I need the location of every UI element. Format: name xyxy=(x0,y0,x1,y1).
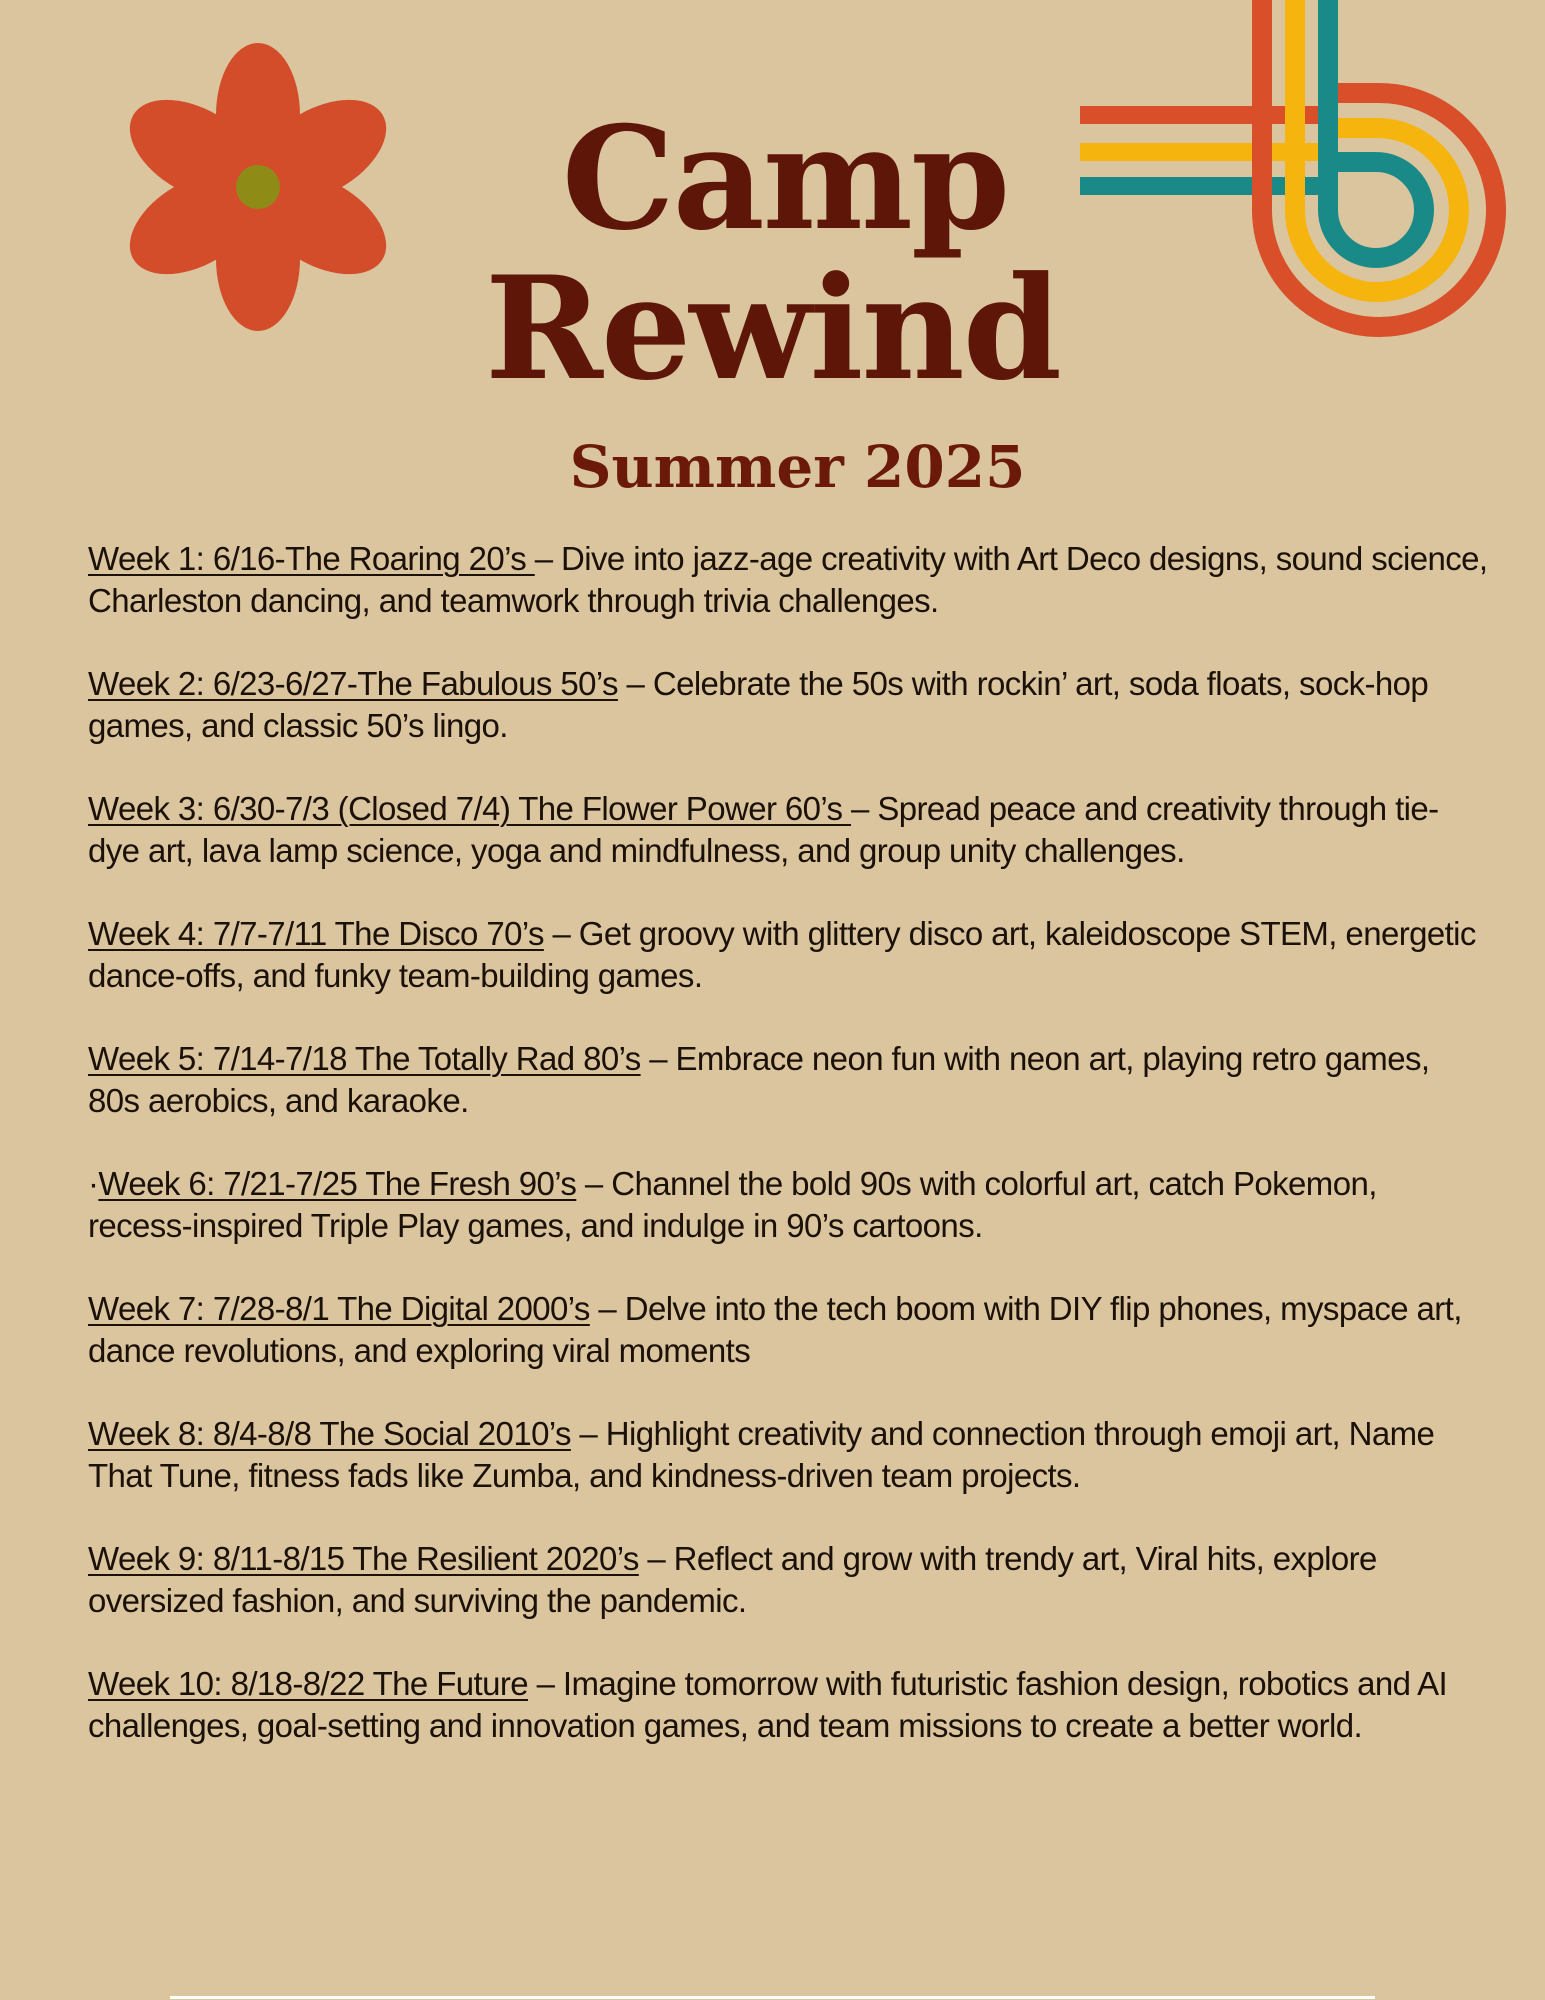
week-heading: Week 6: 7/21-7/25 The Fresh 90’s xyxy=(98,1165,577,1202)
week-description: – Embrace neon fun with neon art, playing retro games, 80s aerobics, and karaoke. xyxy=(88,1040,1430,1119)
week-item xyxy=(88,1038,1488,1122)
week-description: – Celebrate the 50s with rockin’ art, soda floats, sock-hop games, and classic 50’s lingo. xyxy=(88,665,1429,744)
week-description: – Channel the bold 90s with colorful art, catch Pokemon, recess-inspired Triple Play games, and indulge in 90’s cartoons. xyxy=(88,1165,1377,1244)
week-item xyxy=(88,1538,1488,1622)
week-heading: Week 2: 6/23-6/27-The Fabulous 50’s xyxy=(88,665,618,702)
week-description: – Imagine tomorrow with futuristic fashion design, robotics and AI challenges, goal-setting and innovation games, and team missions to create a better world. xyxy=(88,1665,1448,1744)
week-item xyxy=(88,1288,1488,1372)
page-title-line-2: Rewind xyxy=(484,246,1061,412)
week-description: – Get groovy with glittery disco art, kaleidoscope STEM, energetic dance-offs, and funky team-building games. xyxy=(88,915,1476,994)
week-heading: Week 9: 8/11-8/15 The Resilient 2020’s xyxy=(88,1540,639,1577)
week-description: – Spread peace and creativity through tie-dye art, lava lamp science, yoga and mindfulness, and group unity challenges. xyxy=(88,790,1439,869)
week-item xyxy=(88,538,1488,622)
bottom-divider xyxy=(170,1996,1375,1999)
week-heading: Week 3: 6/30-7/3 (Closed 7/4) The Flower Power 60’s xyxy=(88,790,852,827)
week-heading: Week 10: 8/18-8/22 The Future xyxy=(88,1665,528,1702)
week-item xyxy=(88,1413,1488,1497)
week-description: – Dive into jazz-age creativity with Art Deco designs, sound science, Charleston dancing, and teamwork through trivia challenges. xyxy=(88,540,1488,619)
week-item xyxy=(88,1163,1488,1247)
week-prefix: · xyxy=(88,1165,99,1202)
week-heading: Week 8: 8/4-8/8 The Social 2010’s xyxy=(88,1415,571,1452)
page-title-line-1: Camp xyxy=(561,96,1009,262)
week-item xyxy=(88,1663,1488,1747)
week-description: – Reflect and grow with trendy art, Viral hits, explore oversized fashion, and surviving the pandemic. xyxy=(88,1540,1377,1619)
weeks-list xyxy=(88,538,1488,1788)
week-item xyxy=(88,788,1488,872)
week-heading: Week 5: 7/14-7/18 The Totally Rad 80’s xyxy=(88,1040,641,1077)
week-description: – Highlight creativity and connection through emoji art, Name That Tune, fitness fads like Zumba, and kindness-driven team projects. xyxy=(88,1415,1435,1494)
week-item xyxy=(88,913,1488,997)
week-heading: Week 4: 7/7-7/11 The Disco 70’s xyxy=(88,915,544,952)
week-heading: Week 1: 6/16-The Roaring 20’s xyxy=(88,540,535,577)
week-heading: Week 7: 7/28-8/1 The Digital 2000’s xyxy=(88,1290,590,1327)
page-subtitle: Summer 2025 xyxy=(569,433,1026,501)
week-description: – Delve into the tech boom with DIY flip phones, myspace art, dance revolutions, and exploring viral moments xyxy=(88,1290,1462,1369)
week-item xyxy=(88,663,1488,747)
